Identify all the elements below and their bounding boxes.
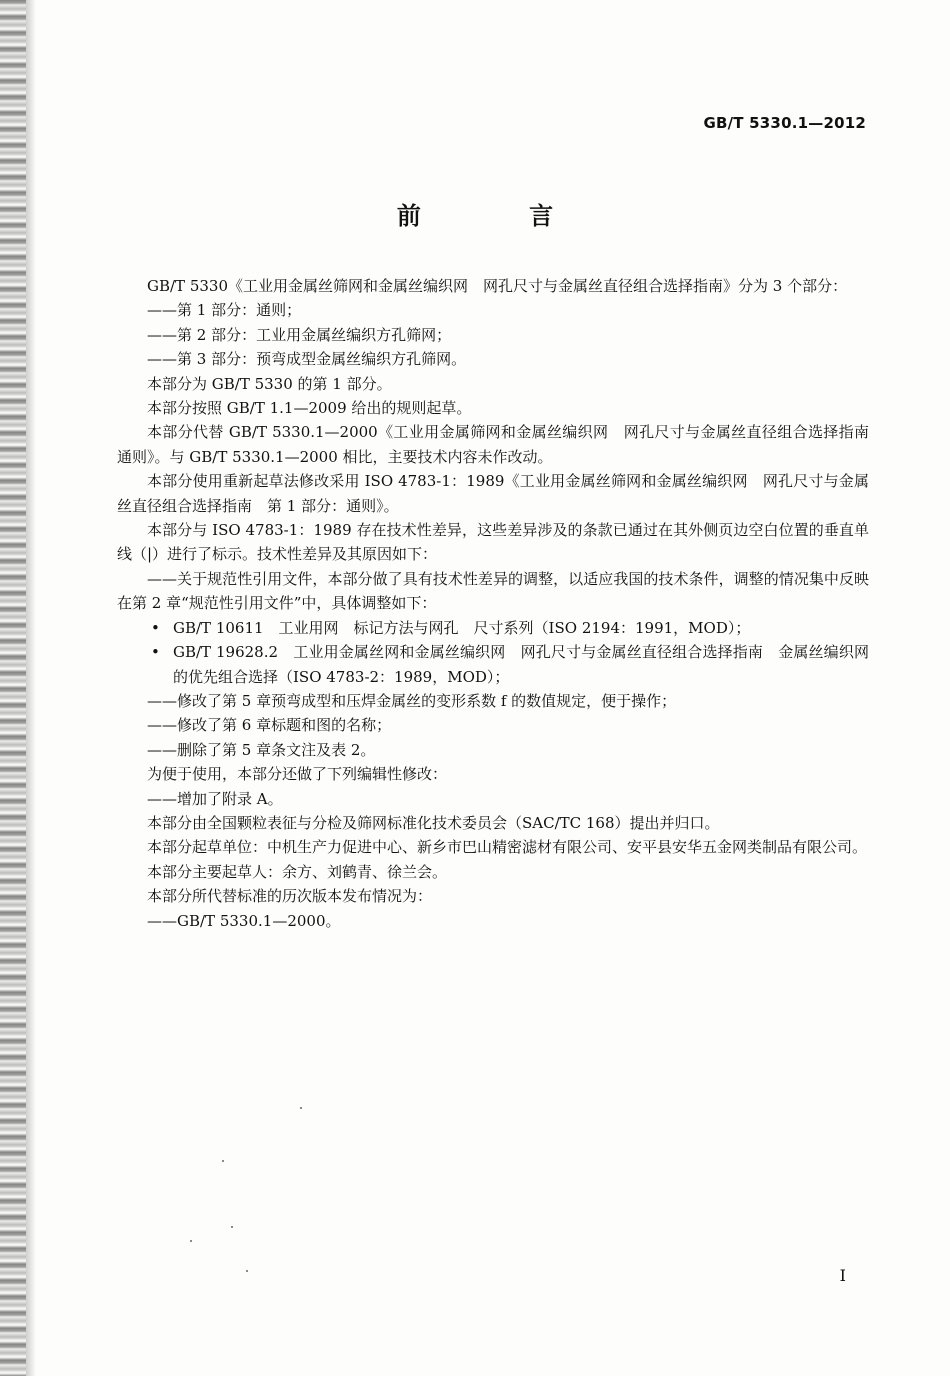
paragraph-part-statement: 本部分为 GB/T 5330 的第 1 部分。 (147, 374, 392, 393)
list-item-table2: ——删除了第 5 章条文注及表 2。 (147, 740, 376, 759)
paragraph-series-intro: GB/T 5330《工业用金属丝筛网和金属丝编织网 网孔尺寸与金属丝直径组合选择指南》分为 3 个部分： (147, 277, 848, 295)
list-item-part2: ——第 2 部分：工业用金属丝编织方孔筛网； (147, 325, 452, 344)
bullet-icon: • (151, 643, 160, 662)
bullet-icon: • (151, 618, 160, 637)
paragraph-editorial-changes: 为便于使用，本部分还做了下列编辑性修改： (147, 765, 448, 784)
page-number: I (839, 1266, 846, 1285)
list-item-annex-a: ——增加了附录 A。 (147, 789, 283, 808)
bullet-item-gbt10611 (117, 616, 869, 640)
paragraph-drafting-rules: 本部分按照 GB/T 1.1—2009 给出的规则起草。 (147, 399, 472, 418)
paragraph-iso-adoption: 本部分使用重新起草法修改采用 ISO 4783-1：1989《工业用金属丝筛网和金属丝编织网 网孔尺寸与金属丝直径组合选择指南 第 1 部分：通则》。 (117, 472, 869, 515)
paragraph-main-drafters: 本部分主要起草人：余方、刘鹤青、徐兰会。 (147, 862, 448, 881)
list-item-normative-references: ——关于规范性引用文件，本部分做了具有技术性差异的调整，以适应我国的技术条件，调整的情况集中反映在第 2 章“规范性引用文件”中，具体调整如下： (117, 569, 869, 613)
paragraph-technical-differences: 本部分与 ISO 4783-1：1989 存在技术性差异，这些差异涉及的条款已通过在其外侧页边空白位置的垂直单线（|）进行了标示。技术性差异及其原因如下： (117, 521, 869, 564)
paragraph-proposed-by: 本部分由全国颗粒表征与分检及筛网标准化技术委员会（SAC/TC 168）提出并归口。 (147, 813, 720, 832)
paragraph-drafting-units: 本部分起草单位：中机生产力促进中心、新乡市巴山精密滤材有限公司、安平县安华五金网类制品有限公司。 (147, 838, 868, 857)
paragraph-replaces: 本部分代替 GB/T 5330.1—2000《工业用金属筛网和金属丝编织网 网孔尺寸与金属丝直径组合选择指南 通则》。与 GB/T 5330.1—2000 相比，主要技术内容未作改动。 (117, 423, 885, 466)
bullet-item-gbt19628 (117, 640, 869, 689)
list-item-chapter6: ——修改了第 6 章标题和图的名称； (147, 716, 392, 735)
page-title: 前 言 (396, 202, 604, 230)
foreword-body (117, 274, 885, 933)
list-item-previous-edition: ——GB/T 5330.1—2000。 (147, 911, 341, 930)
list-item-chapter5: ——修改了第 5 章预弯成型和压焊金属丝的变形系数 f 的数值规定，便于操作； (147, 691, 677, 710)
paragraph-previous-editions: 本部分所代替标准的历次版本发布情况为： (147, 887, 433, 906)
bullet-text: GB/T 19628.2 工业用金属丝网和金属丝编织网 网孔尺寸与金属丝直径组合选择指南 金属丝编织网的优先组合选择（ISO 4783-2：1989，MOD）； (173, 643, 869, 686)
bullet-text: GB/T 10611 工业用网 标记方法与网孔 尺寸系列（ISO 2194：1991，MOD）； (173, 618, 751, 637)
list-item-part3: ——第 3 部分：预弯成型金属丝编织方孔筛网。 (147, 350, 467, 369)
standard-number: GB/T 5330.1—2012 (703, 114, 866, 132)
list-item-part1: ——第 1 部分：通则； (147, 301, 302, 320)
